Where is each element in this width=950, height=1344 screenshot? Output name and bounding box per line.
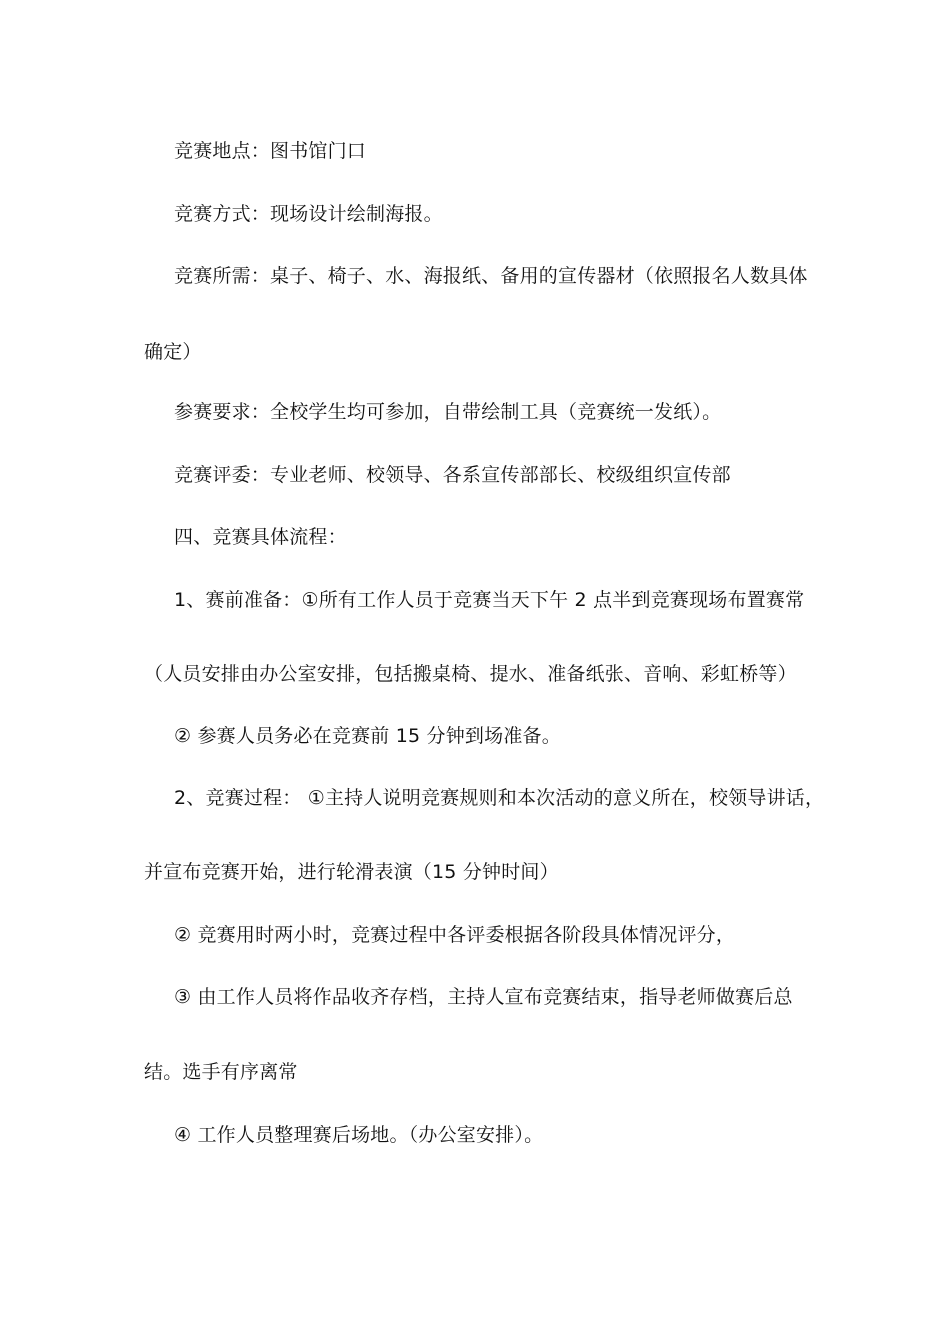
materials-line: 竞赛所需：桌子、椅子、水、海报纸、备用的宣传器材（依照报名人数具体 [174, 265, 808, 287]
process-line-continued: 并宣布竞赛开始，进行轮滑表演（15 分钟时间） [144, 861, 559, 883]
section-heading: 四、竞赛具体流程： [174, 526, 347, 548]
closing-line-continued: 结。选手有序离常 [144, 1061, 298, 1083]
materials-line-continued: 确定） [144, 341, 202, 363]
judging-line: ② 竞赛用时两小时，竞赛过程中各评委根据各阶段具体情况评分， [174, 924, 736, 946]
format-line: 竞赛方式：现场设计绘制海报。 [174, 203, 443, 225]
closing-line: ③ 由工作人员将作品收齐存档，主持人宣布竞赛结束，指导老师做赛后总 [174, 986, 793, 1008]
venue-line: 竞赛地点：图书馆门口 [174, 140, 367, 162]
preparation-line: 1、赛前准备：①所有工作人员于竞赛当天下午 2 点半到竞赛现场布置赛常 [174, 589, 805, 611]
participant-arrival-line: ② 参赛人员务必在竞赛前 15 分钟到场准备。 [174, 725, 561, 747]
requirements-line: 参赛要求：全校学生均可参加，自带绘制工具（竞赛统一发纸）。 [174, 401, 722, 423]
judges-line: 竞赛评委：专业老师、校领导、各系宣传部部长、校级组织宣传部 [174, 464, 731, 486]
preparation-line-continued: （人员安排由办公室安排，包括搬桌椅、提水、准备纸张、音响、彩虹桥等） [144, 663, 797, 685]
cleanup-line: ④ 工作人员整理赛后场地。（办公室安排）。 [174, 1124, 544, 1146]
process-line: 2、竞赛过程： ①主持人说明竞赛规则和本次活动的意义所在，校领导讲话， [174, 787, 825, 809]
